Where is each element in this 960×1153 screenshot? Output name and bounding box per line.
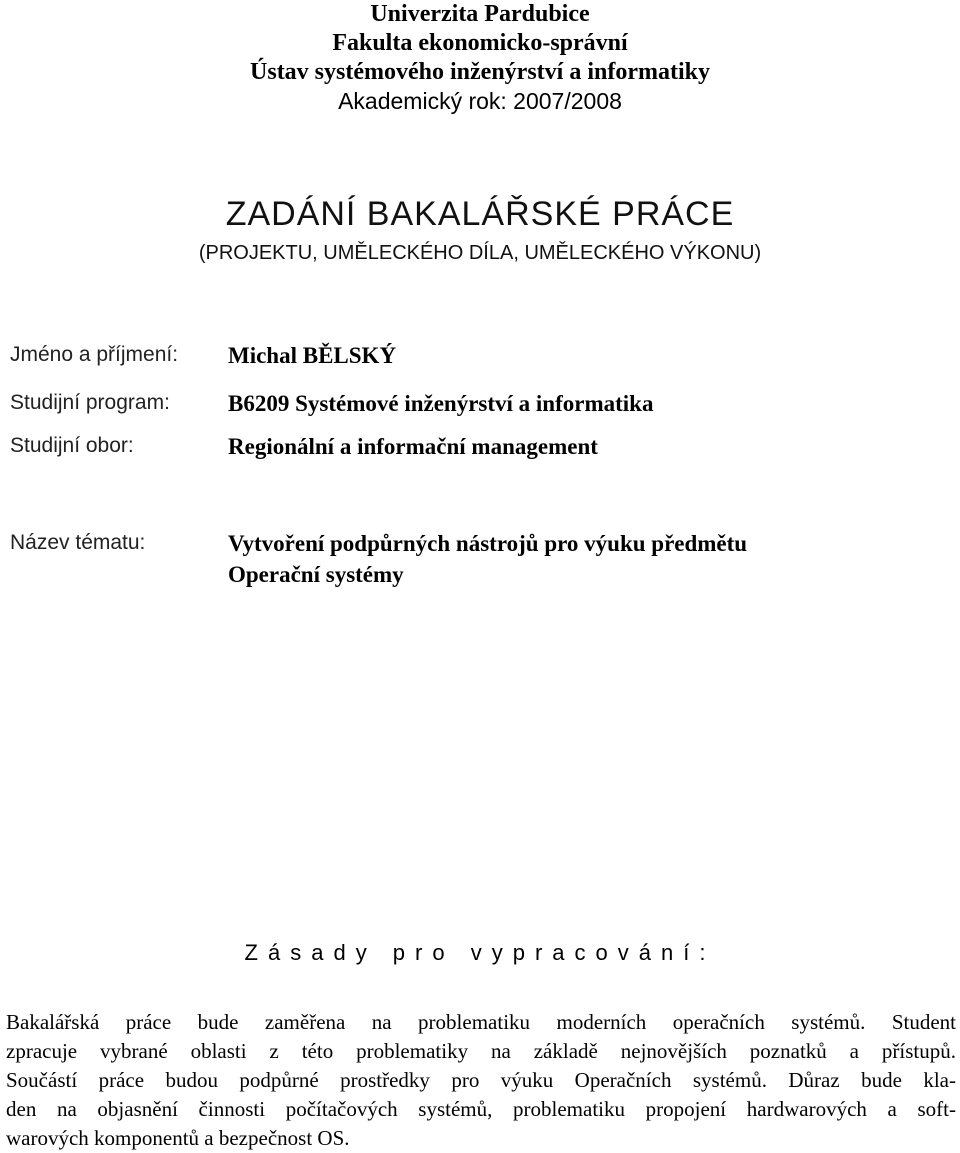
name-value: Michal BĚLSKÝ (228, 343, 397, 368)
institute-name: Ústav systémového inženýrství a informatiky (250, 59, 710, 85)
academic-year: Akademický rok: 2007/2008 (338, 88, 622, 114)
name-label: Jméno a příjmení: (10, 343, 179, 366)
body-line: Bakalářská práce bude zaměřena na problematiku moderních operačních systémů. Student (6, 1010, 956, 1034)
program-label: Studijní program: (10, 391, 170, 414)
body-line: warových komponentů a bezpečnost OS. (6, 1126, 350, 1150)
field-value: Regionální a informační management (228, 434, 598, 459)
document-header (0, 0, 960, 116)
body-line: Součástí práce budou podpůrné prostředky pro výuku Operačních systémů. Důraz bude kla- (6, 1068, 956, 1092)
body-line: zpracuje vybrané oblasti z této problematiky na základě nejnovějších poznatků a přístupů. (6, 1039, 956, 1063)
field-label: Studijní obor: (10, 434, 134, 457)
program-value: B6209 Systémové inženýrství a informatika (228, 391, 654, 416)
topic-value-line1: Vytvoření podpůrných nástrojů pro výuku předmětu (228, 531, 748, 556)
page-subtitle: (PROJEKTU, UMĚLECKÉHO DÍLA, UMĚLECKÉHO VÝKONU) (198, 242, 762, 264)
topic-value-line2: Operační systémy (228, 562, 404, 587)
topic-label: Název tématu: (10, 531, 146, 554)
principles-body (6, 1008, 956, 1153)
principles-heading: Zásady pro vypracování: (244, 940, 716, 965)
page-title: ZADÁNÍ BAKALÁŘSKÉ PRÁCE (225, 195, 735, 233)
body-line: den na objasnění činnosti počítačových systémů, problematiku propojení hardwarových a soft- (6, 1097, 956, 1121)
faculty-name: Fakulta ekonomicko-správní (332, 30, 628, 56)
university-name: Univerzita Pardubice (370, 1, 590, 27)
